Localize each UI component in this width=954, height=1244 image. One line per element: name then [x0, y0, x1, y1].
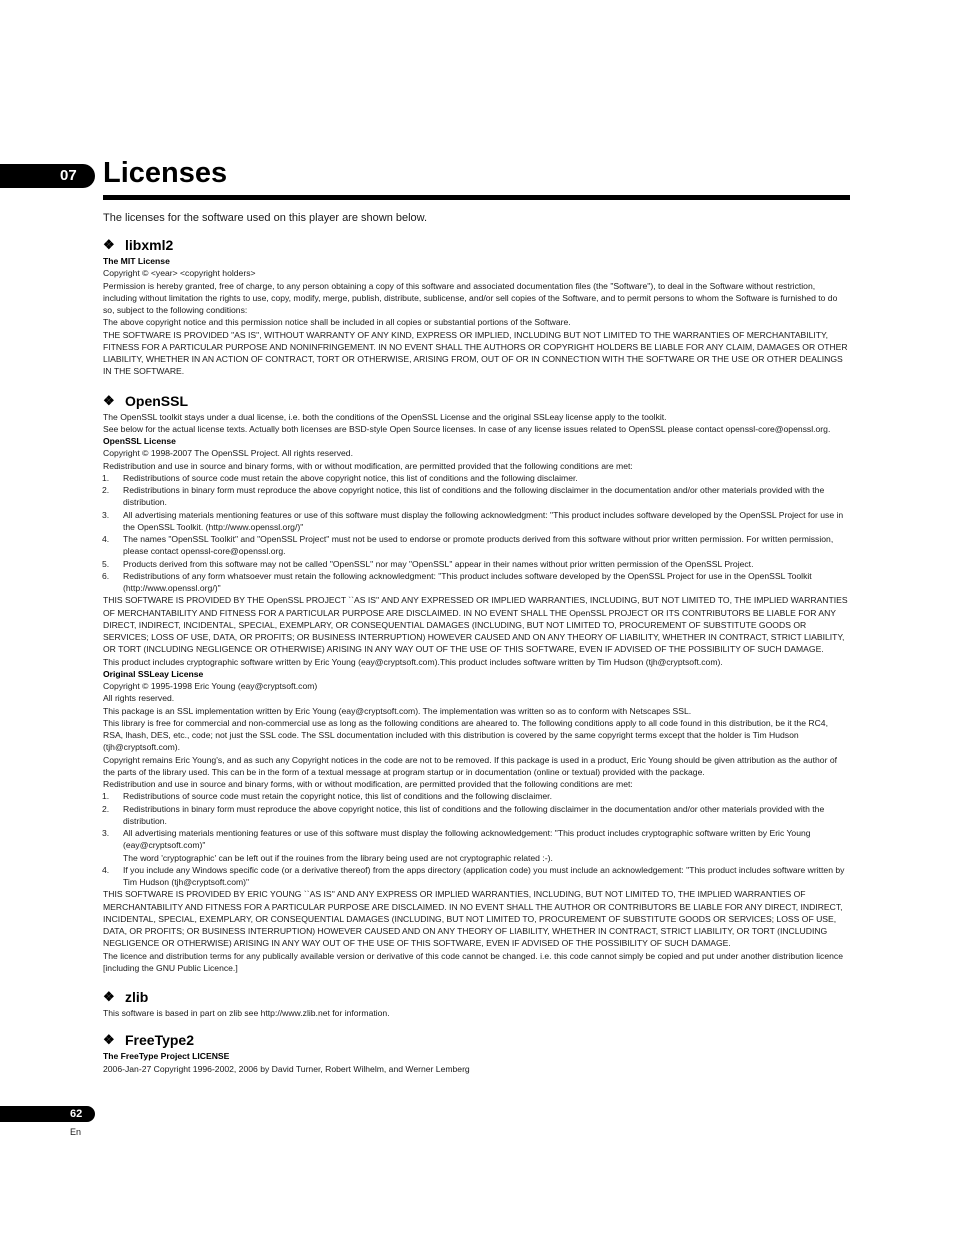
chapter-number-tab [0, 164, 95, 188]
paragraph: Copyright © <year> <copyright holders> [103, 268, 256, 279]
chapter-number: 07 [60, 167, 77, 184]
license-title: OpenSSL License [103, 436, 176, 446]
section-heading-freetype2 [103, 1030, 850, 1050]
paragraph: See below for the actual license texts. Actually both licenses are BSD-style Open Source licenses. In case of any license issues related to OpenSSL please contact openssl-core@openssl.org. [103, 423, 831, 434]
license-title: The MIT License [103, 256, 170, 266]
diamond-bullet-icon: ❖ [103, 989, 115, 1004]
diamond-bullet-icon: ❖ [103, 392, 115, 408]
list-item: 6. Redistributions of any form whatsoever must retain the following acknowledgment: "This product includes software developed by the OpenSSL Project for use in the OpenSSL Toolkit (http://www.openssl.org/)" [102, 570, 812, 593]
title-rule [103, 195, 850, 200]
language-label: En [70, 1127, 82, 1137]
list-item: 3. All advertising materials mentioning features or use of this software must display the following acknowledgement: "This product includes cryptographic software written by Eric Young (eay@cryptsoft.com)" The word 'cryptographic' can be left out if the rouines from the library being used are not cryptographic related :-). [102, 828, 811, 863]
paragraph: Copyright remains Eric Young's, and as such any Copyright notices in the code are not to be removed. If this package is used in a product, Eric Young should be given attribution as the author of the parts of the library used. This can be in the form of a textual message at program startup or in documentation (online or textual) provided with the package. [103, 754, 837, 777]
page-title: Licenses [103, 157, 228, 189]
section-heading-zlib [103, 987, 850, 1007]
paragraph: 2006-Jan-27 Copyright 1996-2002, 2006 by David Turner, Robert Wilhelm, and Werner Lemberg [103, 1063, 470, 1074]
list-item: 3. All advertising materials mentioning features or use of this software must display the following acknowledgment: "This product includes software developed by the OpenSSL Project for use in the OpenSSL Toolkit. (http://www.openssl.org/)" [102, 509, 844, 532]
paragraph: Redistribution and use in source and binary forms, with or without modification, are permitted provided that the following conditions are met: [103, 779, 633, 789]
intro-text: The licenses for the software used on this player are shown below. [103, 212, 428, 224]
section-heading-openssl [103, 391, 850, 411]
license-title: The FreeType Project LICENSE [103, 1051, 230, 1062]
list-item: 4. If you include any Windows specific code (or a derivative thereof) from the apps directory (application code) you must include an acknowledgement: "This product includes software written by Tim Hudson (tjh@cryptsoft.com)" [102, 864, 845, 887]
list-item: 4. The names "OpenSSL Toolkit" and "OpenSSL Project" must not be used to endorse or promote products derived from this software without prior written permission. For written permission, please contact openssl-core@openssl.org. [102, 534, 834, 557]
section-heading-libxml2 [103, 235, 850, 255]
page-number-tab [0, 1106, 95, 1122]
paragraph: All rights reserved. [103, 693, 175, 704]
section-heading-text: libxml2 [125, 237, 174, 253]
paragraph: The licence and distribution terms for any publically available version or derivative of this code cannot be changed. i.e. this code cannot simply be copied and put under another distribution licence [including the GNU Public Licence.] [103, 950, 843, 973]
list-item: 2. Redistributions in binary form must reproduce the above copyright notice, this list of conditions and the following disclaimer in the documentation and/or other materials provided with the distribution. [102, 485, 825, 508]
paragraph: Copyright © 1995-1998 Eric Young (eay@cryptsoft.com) [103, 681, 318, 691]
section-heading-text: FreeType2 [125, 1032, 194, 1049]
license-title: Original SSLeay License [103, 668, 204, 679]
list-item: 1. Redistributions of source code must retain the copyright notice, this list of conditions and the following disclaimer. [102, 791, 552, 802]
paragraph: This library is free for commercial and non-commercial use as long as the following conditions are aheared to. The following conditions apply to all code found in this distribution, be it the RC4, RSA, lhash, DES, etc., code; not just the SSL code. The SSL documentation included with this distribution is covered by the same copyright terms except that the holder is Tim Hudson (tjh@cryptsoft.com). [103, 717, 828, 753]
paragraph: This software is based in part on zlib see http://www.zlib.net for information. [103, 1008, 390, 1018]
page-number: 62 [70, 1108, 83, 1120]
paragraph: This package is an SSL implementation written by Eric Young (eay@cryptsoft.com). The implementation was written so as to conform with Netscapes SSL. [103, 705, 692, 716]
paragraph: Copyright © 1998-2007 The OpenSSL Project. All rights reserved. [103, 448, 353, 459]
diamond-bullet-icon: ❖ [103, 1032, 115, 1048]
paragraph: The above copyright notice and this permission notice shall be included in all copies or substantial portions of the Software. [103, 317, 571, 328]
list-item: 1. Redistributions of source code must retain the above copyright notice, this list of conditions and the following disclaimer. [102, 472, 578, 483]
paragraph: This product includes cryptographic software written by Eric Young (eay@cryptsoft.com).This product includes software written by Tim Hudson (tjh@cryptsoft.com). [103, 656, 723, 667]
paragraph: Permission is hereby granted, free of charge, to any person obtaining a copy of this software and associated documentation files (the "Software"), to deal in the Software without restriction, including without limitation the rights to use, copy, modify, merge, publish, distribute, sublicense, and/or sell copies of the Software, and to permit persons to whom the Software is furnished to do so, subject to the following conditions: [103, 280, 838, 315]
licenses-content [103, 235, 850, 1075]
disclaimer: THIS SOFTWARE IS PROVIDED BY ERIC YOUNG ``AS IS'' AND ANY EXPRESS OR IMPLIED WARRANTIES, INCLUDING, BUT NOT LIMITED TO, THE IMPLIED WARRANTIES OF MERCHANTABILITY AND FITNESS FOR A PARTICULAR PURPOSE ARE DISCLAIMED. IN NO EVENT SHALL THE AUTHOR OR CONTRIBUTORS BE LIABLE FOR ANY DIRECT, INDIRECT, INCIDENTAL, SPECIAL, EXEMPLARY, OR CONSEQUENTIAL DAMAGES (INCLUDING, BUT NOT LIMITED TO, PROCUREMENT OF SUBSTITUTE GOODS OR SERVICES; LOSS OF USE, DATA, OR PROFITS; OR BUSINESS INTERRUPTION) HOWEVER CAUSED AND ON ANY THEORY OF LIABILITY, WHETHER IN CONTRACT, STRICT LIABILITY, OR TORT (INCLUDING NEGLIGENCE OR OTHERWISE) ARISING IN ANY WAY OUT OF THE USE OF THIS SOFTWARE, EVEN IF ADVISED OF THE POSSIBILITY OF SUCH DAMAGE. [103, 889, 843, 949]
diamond-bullet-icon: ❖ [103, 237, 115, 252]
disclaimer: THIS SOFTWARE IS PROVIDED BY THE OpenSSL PROJECT ``AS IS'' AND ANY EXPRESSED OR IMPLIED WARRANTIES, INCLUDING, BUT NOT LIMITED TO, THE IMPLIED WARRANTIES OF MERCHANTABILITY AND FITNESS FOR A PARTICULAR PURPOSE ARE DISCLAIMED. IN NO EVENT SHALL THE OpenSSL PROJECT OR ITS CONTRIBUTORS BE LIABLE FOR ANY DIRECT, INDIRECT, INCIDENTAL, SPECIAL, EXEMPLARY, OR CONSEQUENTIAL DAMAGES (INCLUDING, BUT NOT LIMITED TO, PROCUREMENT OF SUBSTITUTE GOODS OR SERVICES; LOSS OF USE, DATA, OR PROFITS; OR BUSINESS INTERRUPTION) HOWEVER CAUSED AND ON ANY THEORY OF LIABILITY, WHETHER IN CONTRACT, STRICT LIABILITY, OR TORT (INCLUDING NEGLIGENCE OR OTHERWISE) ARISING IN ANY WAY OUT OF THE USE OF THIS SOFTWARE, EVEN IF ADVISED OF THE POSSIBILITY OF SUCH DAMAGE. [103, 595, 848, 655]
paragraph: THE SOFTWARE IS PROVIDED "AS IS", WITHOUT WARRANTY OF ANY KIND, EXPRESS OR IMPLIED, INCLUDING BUT NOT LIMITED TO THE WARRANTIES OF MERCHANTABILITY, FITNESS FOR A PARTICULAR PURPOSE AND NONINFRINGEMENT. IN NO EVENT SHALL THE AUTHORS OR COPYRIGHT HOLDERS BE LIABLE FOR ANY CLAIM, DAMAGES OR OTHER LIABILITY, WHETHER IN AN ACTION OF CONTRACT, TORT OR OTHERWISE, ARISING FROM, OUT OF OR IN CONNECTION WITH THE SOFTWARE OR THE USE OR OTHER DEALINGS IN THE SOFTWARE. [103, 329, 848, 377]
list-item: 2. Redistributions in binary form must reproduce the above copyright notice, this list of conditions and the following disclaimer in the documentation and/or other materials provided with the distribution. [102, 803, 825, 826]
section-heading-text: zlib [125, 989, 149, 1005]
paragraph: The OpenSSL toolkit stays under a dual license, i.e. both the conditions of the OpenSSL License and the original SSLeay license apply to the toolkit. [103, 411, 667, 422]
list-item: 5. Products derived from this software may not be called "OpenSSL" nor may "OpenSSL" appear in their names without prior written permission of the OpenSSL Project. [102, 558, 754, 569]
paragraph: Redistribution and use in source and binary forms, with or without modification, are permitted provided that the following conditions are met: [103, 460, 633, 471]
section-heading-text: OpenSSL [125, 392, 189, 409]
